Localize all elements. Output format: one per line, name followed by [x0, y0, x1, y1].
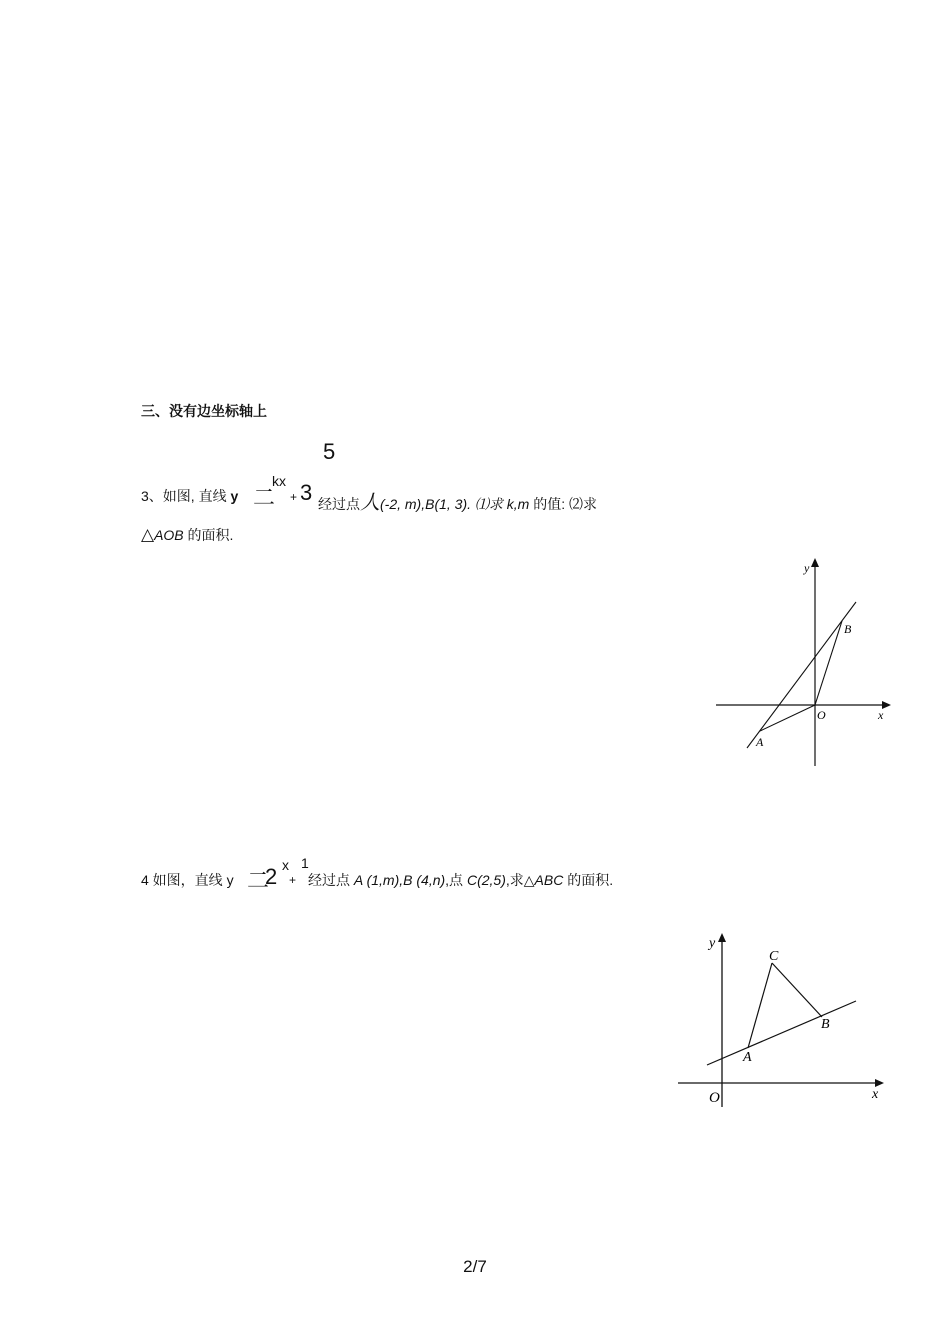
problem-3-point-a-glyph: 人	[360, 492, 380, 514]
figure-1-origin-label: O	[817, 708, 826, 722]
problem-3-mid: 经过点	[318, 496, 360, 512]
problem-4-c-prefix: ,点	[445, 872, 467, 888]
section-title: 三、没有边坐标轴上	[141, 403, 267, 419]
problem-3-plus: +	[290, 490, 298, 504]
figure-1-point-b-label: B	[844, 622, 852, 636]
figure-2-y-arrow	[718, 933, 726, 942]
figure-1-segment-oa	[760, 705, 815, 731]
problem-3-kx: kx	[272, 473, 286, 489]
figure-1-y-arrow	[811, 558, 819, 567]
problem-3-point-b: ,B(1, 3). ⑴求	[421, 496, 507, 512]
problem-3-eq-sign: 二	[253, 485, 276, 510]
problem-3-line-1	[141, 486, 238, 506]
problem-3-rest	[318, 486, 597, 515]
fraction-numerator: 5	[323, 439, 336, 464]
figure-1-y-label: y	[804, 561, 810, 575]
problem-4-abc: ABC	[534, 872, 564, 888]
problem-4-plus: +	[289, 873, 297, 887]
problem-3-prefix: 3、如图, 直线	[141, 488, 231, 504]
problem-3-y: y	[230, 488, 239, 504]
problem-4-eq-sign: 二	[247, 868, 270, 893]
figure-2-segment-ac	[748, 963, 772, 1048]
problem-4-rest	[308, 870, 613, 890]
figure-2-graph	[675, 928, 890, 1113]
problem-3-line-2-rest: 的面积.	[183, 527, 234, 543]
figure-2-point-c-label: C	[769, 949, 779, 964]
problem-4-one: 1	[301, 855, 309, 871]
figure-2-y-label: y	[709, 936, 716, 951]
figure-2-x-arrow	[875, 1079, 884, 1087]
figure-2-x-label: x	[872, 1087, 879, 1102]
figure-1-segment-ob	[815, 621, 842, 705]
triangle-symbol: △	[141, 525, 155, 544]
figure-1-x-label: x	[878, 708, 884, 722]
figure-2-point-b-label: B	[821, 1017, 830, 1032]
figure-1-x-arrow	[882, 701, 891, 709]
figure-2-segment-cb	[772, 963, 822, 1017]
problem-4-mid: 经过点	[308, 872, 354, 888]
figure-1-graph	[710, 555, 900, 770]
figure-2-origin-label: O	[709, 1090, 720, 1106]
problem-4-point-c: C(2,5)	[466, 872, 506, 888]
problem-4-tail-pre: ,求△	[505, 872, 535, 888]
problem-4-x: x	[282, 857, 289, 873]
figure-1-line	[747, 602, 856, 748]
problem-3-line-2	[141, 525, 233, 545]
page-number: 2/7	[463, 1257, 487, 1276]
problem-3-km: k,m	[506, 496, 530, 512]
problem-4-point-b: ,B (4,n)	[399, 872, 446, 888]
problem-4-prefix: 4 如图，直线 y	[141, 872, 234, 888]
problem-3-aob: AOB	[154, 527, 184, 543]
problem-3-point-a: (-2, m)	[380, 496, 422, 512]
problem-3-three: 3	[300, 480, 313, 505]
figure-1-point-a-label: A	[756, 735, 764, 749]
problem-4-two: 2	[265, 864, 278, 889]
figure-2-line	[707, 1001, 856, 1065]
figure-2-point-a-label: A	[743, 1050, 752, 1065]
problem-4-tail-end: 的面积.	[563, 872, 614, 888]
problem-4-point-a: A (1,m)	[353, 872, 400, 888]
problem-3-tail: 的值: ⑵求	[529, 496, 598, 512]
